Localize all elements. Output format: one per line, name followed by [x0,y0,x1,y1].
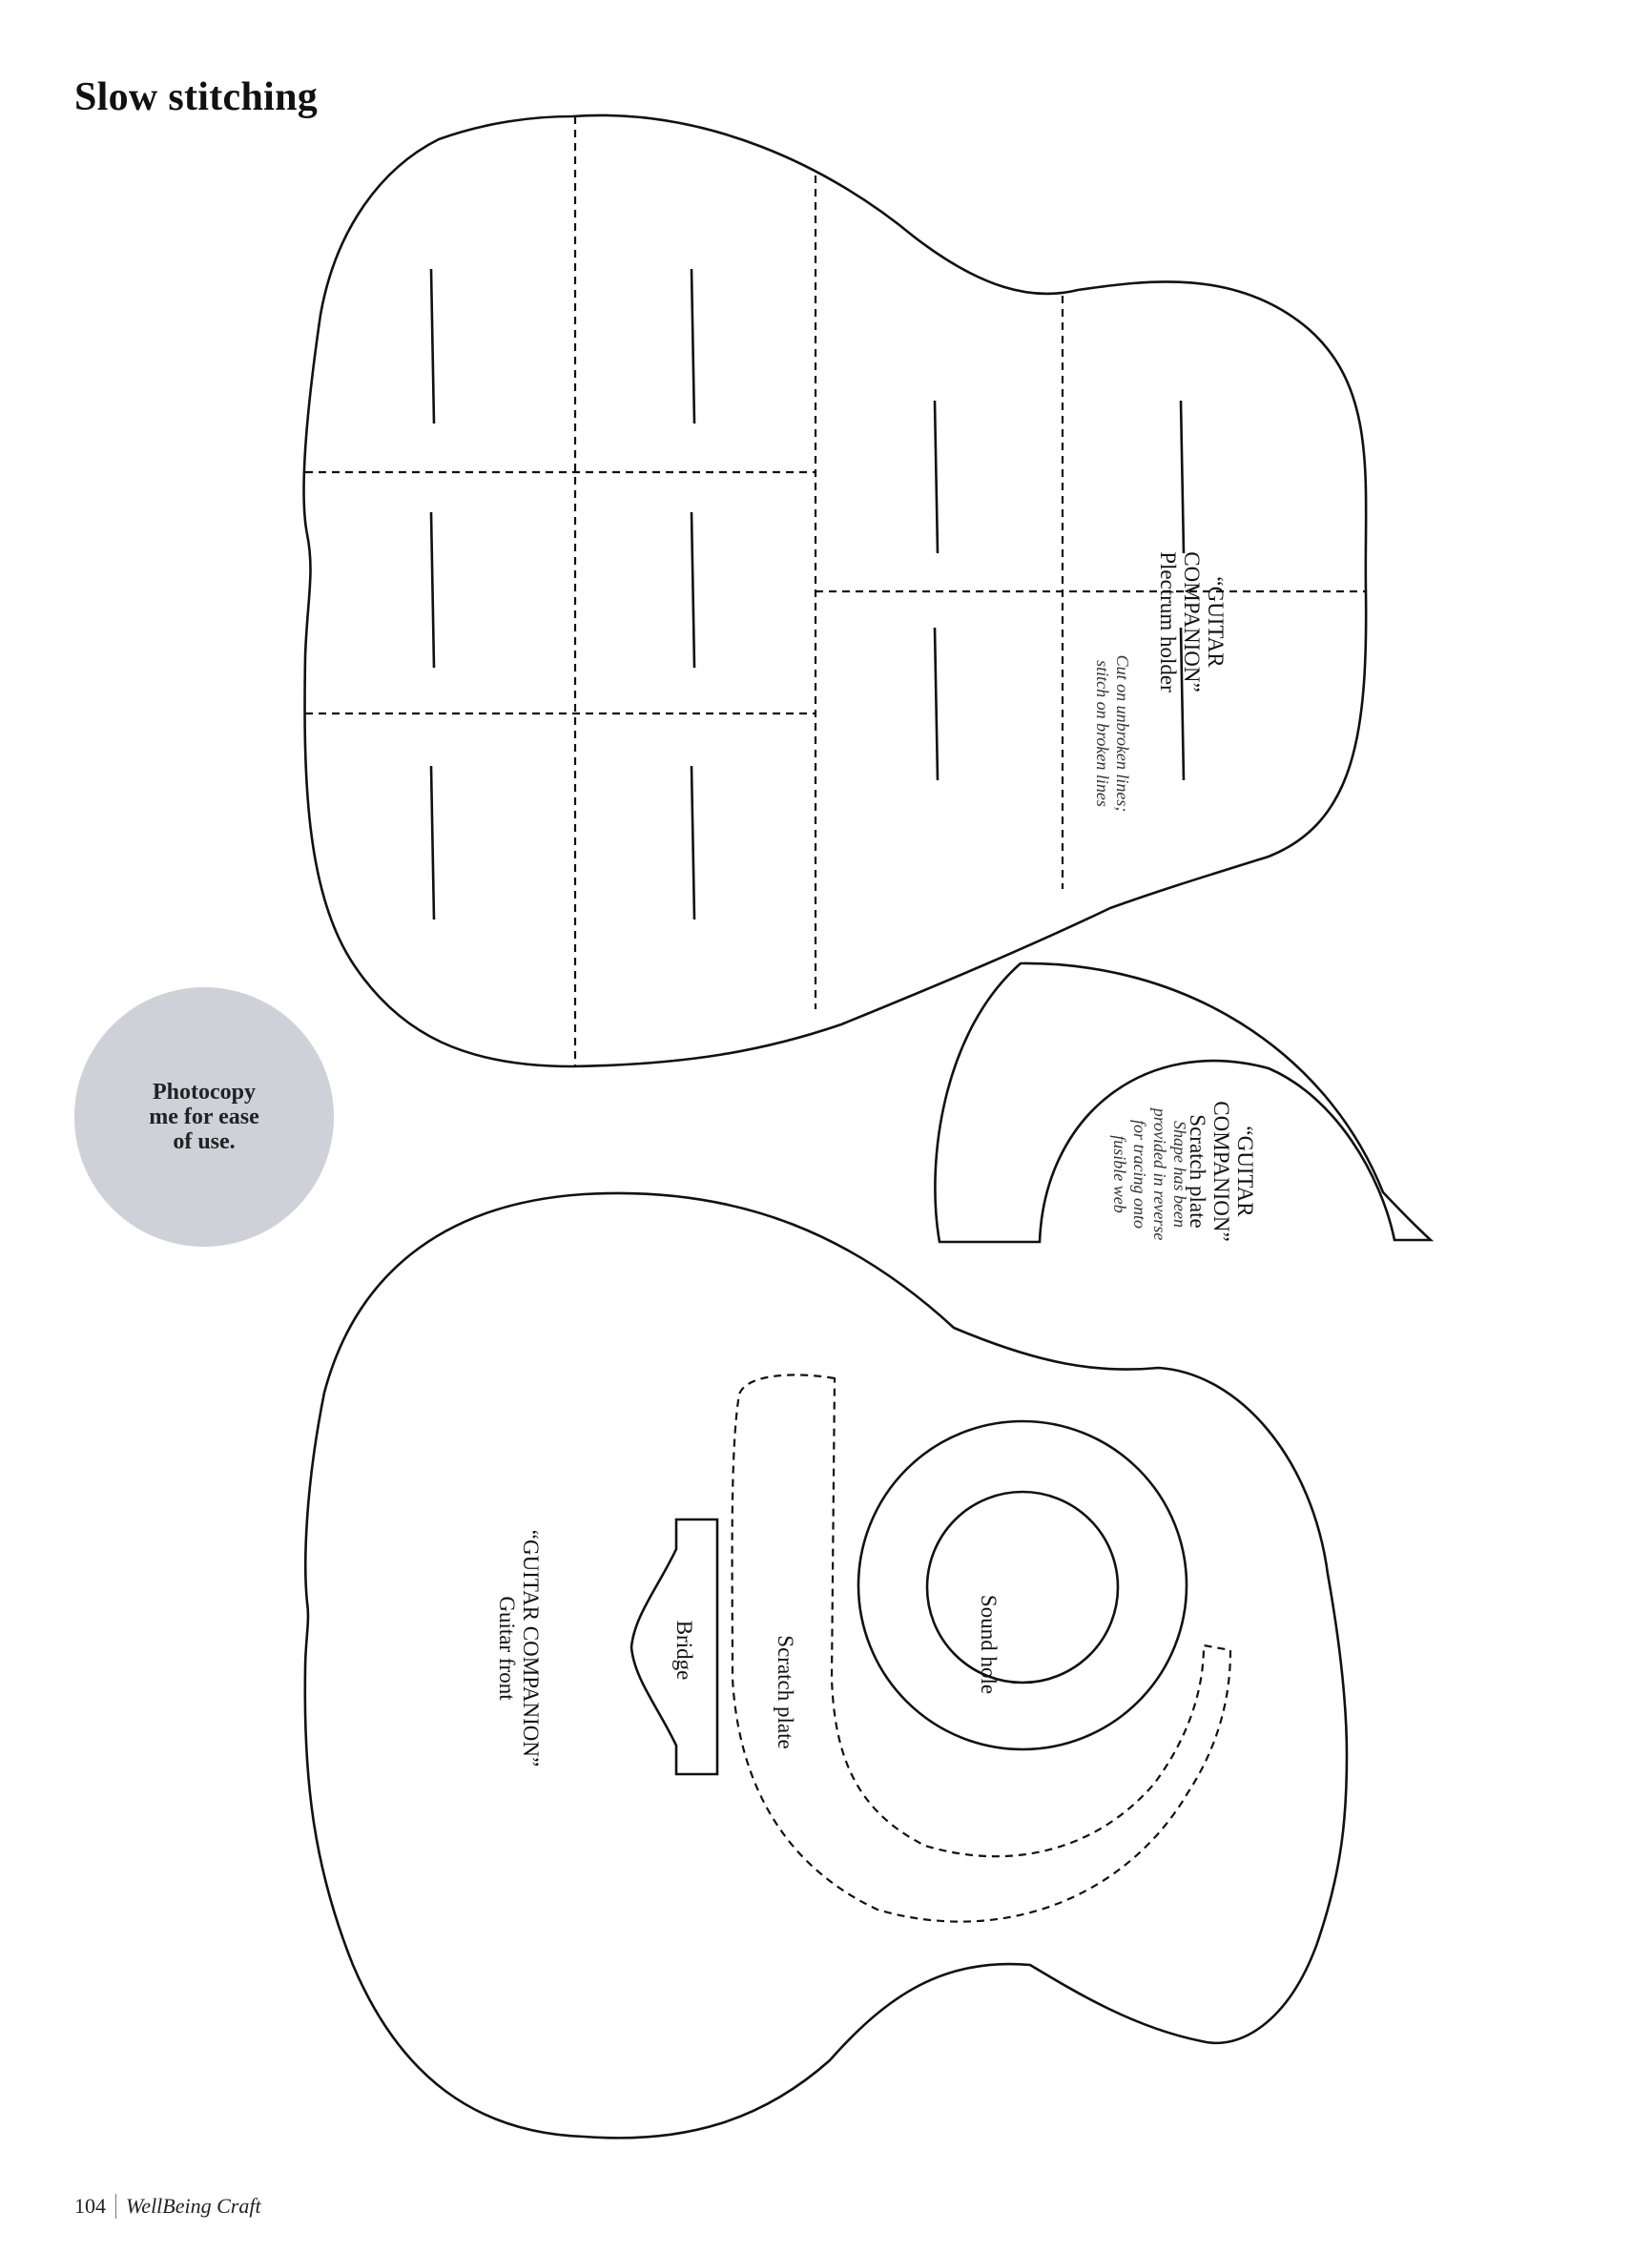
slit [692,766,694,920]
plectrum-holder-title: “GUITAR COMPANION” Plectrum holder [1156,551,1228,692]
slit [692,512,694,668]
footer-divider [115,2194,116,2219]
scratch-plate-note: Shape has been provided in reverse for tracing onto fusible web [1110,1107,1189,1241]
publication-name: WellBeing Craft [126,2194,261,2218]
guitar-front-title: “GUITAR COMPANION” Guitar front [495,1529,543,1767]
sound-hole [927,1492,1118,1683]
slit [431,512,434,668]
plectrum-holder-note: Cut on unbroken lines; stitch on broken lines [1093,654,1132,813]
slit [1181,401,1184,553]
slit [431,766,434,920]
sound-hole-label: Sound hole [977,1594,1001,1695]
guitar-front-outline [305,1193,1347,2139]
section-title: Slow stitching [74,75,319,119]
slit [692,269,694,424]
photocopy-badge: Photocopy me for ease of use. [74,987,334,1247]
scratch-plate-title: “GUITAR COMPANION” Scratch plate [1186,1101,1257,1242]
sound-hole-ring [858,1421,1187,1749]
slit [935,401,938,553]
slit [935,628,938,780]
scratch-plate-label: Scratch plate [774,1635,797,1749]
page-footer [74,2194,261,2219]
bridge-label: Bridge [672,1620,696,1681]
slit [431,269,434,424]
page-number: 104 [74,2194,106,2218]
